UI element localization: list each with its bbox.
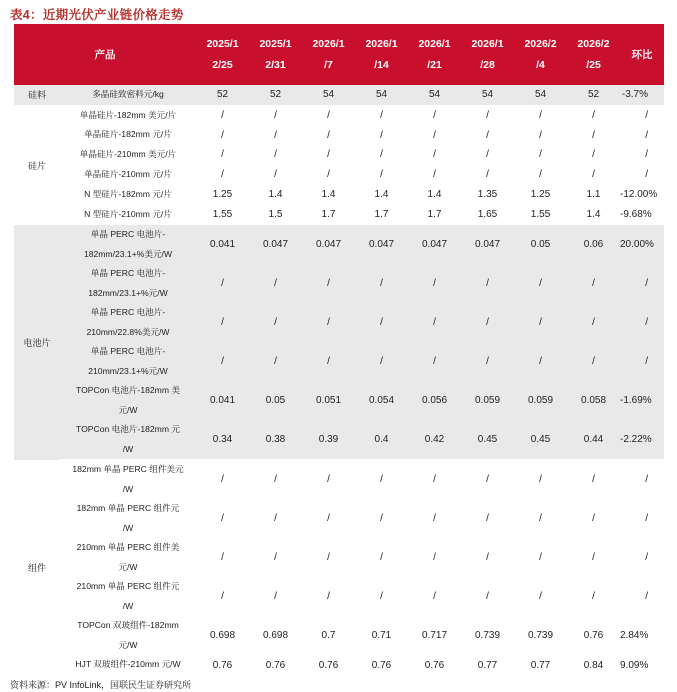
price-cell: 0.77	[514, 655, 567, 675]
price-cell: /	[567, 577, 620, 616]
price-cell: /	[196, 303, 249, 342]
price-cell: /	[461, 145, 514, 165]
price-cell: /	[302, 165, 355, 185]
price-cell: /	[302, 577, 355, 616]
price-cell: /	[461, 264, 514, 303]
price-cell: /	[196, 105, 249, 125]
table-row	[14, 303, 664, 342]
price-cell: 1.25	[514, 185, 567, 205]
price-cell: /	[514, 125, 567, 145]
price-cell: 0.047	[355, 225, 408, 265]
price-cell: 0.041	[196, 381, 249, 420]
price-cell: 0.39	[302, 420, 355, 460]
price-cell: /	[249, 342, 302, 381]
header-date: 2026/2 /25	[567, 25, 620, 85]
price-cell: 0.059	[461, 381, 514, 420]
price-cell: /	[302, 499, 355, 538]
price-cell: 0.698	[249, 616, 302, 655]
price-cell: /	[355, 125, 408, 145]
change-cell: /	[620, 145, 664, 165]
table-row	[14, 125, 664, 145]
header-date: 2026/2 /4	[514, 25, 567, 85]
price-cell: /	[408, 303, 461, 342]
price-cell: /	[196, 342, 249, 381]
price-cell: /	[408, 105, 461, 125]
change-cell: /	[620, 342, 664, 381]
price-cell: /	[514, 145, 567, 165]
table-row	[14, 264, 664, 303]
price-cell: /	[302, 105, 355, 125]
price-cell: 1.4	[249, 185, 302, 205]
price-cell: 1.65	[461, 204, 514, 224]
change-cell: /	[620, 460, 664, 500]
price-cell: /	[196, 145, 249, 165]
price-cell: 0.76	[355, 655, 408, 675]
price-cell: /	[567, 538, 620, 577]
price-cell: /	[461, 165, 514, 185]
item-label: TOPCon 双玻组件-182mm 元/W	[60, 616, 196, 655]
price-cell: /	[302, 125, 355, 145]
group-label: 硅片	[14, 105, 60, 225]
price-cell: /	[355, 342, 408, 381]
price-cell: /	[514, 538, 567, 577]
price-cell: /	[249, 165, 302, 185]
price-cell: /	[567, 125, 620, 145]
item-label: N 型硅片-210mm 元/片	[60, 204, 196, 224]
price-cell: 0.051	[302, 381, 355, 420]
price-cell: 0.05	[249, 381, 302, 420]
price-cell: /	[302, 342, 355, 381]
price-cell: /	[408, 499, 461, 538]
price-cell: 0.84	[567, 655, 620, 675]
price-cell: /	[196, 538, 249, 577]
price-cell: /	[196, 264, 249, 303]
source-note: 资料来源：PV InfoLink，国联民生证券研究所	[10, 680, 192, 690]
price-cell: /	[302, 538, 355, 577]
price-cell: 52	[196, 85, 249, 105]
table-row	[14, 577, 664, 616]
price-cell: 0.06	[567, 225, 620, 265]
price-cell: /	[408, 125, 461, 145]
price-cell: 1.55	[196, 204, 249, 224]
price-cell: 1.5	[249, 204, 302, 224]
price-cell: /	[355, 460, 408, 500]
change-cell: -1.69%	[620, 381, 664, 420]
price-cell: /	[461, 577, 514, 616]
price-cell: /	[302, 264, 355, 303]
price-cell: /	[249, 303, 302, 342]
price-cell: 54	[461, 85, 514, 105]
group-label: 硅料	[14, 85, 60, 105]
price-cell: 0.76	[249, 655, 302, 675]
price-cell: /	[567, 342, 620, 381]
price-cell: 1.35	[461, 185, 514, 205]
price-cell: 54	[302, 85, 355, 105]
price-cell: /	[461, 538, 514, 577]
price-cell: /	[355, 145, 408, 165]
price-cell: 0.76	[408, 655, 461, 675]
price-cell: /	[514, 342, 567, 381]
item-label: 多晶硅致密料元/kg	[60, 85, 196, 105]
price-cell: /	[408, 538, 461, 577]
price-cell: 1.7	[408, 204, 461, 224]
price-cell: 0.76	[302, 655, 355, 675]
price-cell: /	[302, 145, 355, 165]
item-label: 单晶 PERC 电池片- 210mm/22.8%美元/W	[60, 303, 196, 342]
price-cell: /	[196, 499, 249, 538]
header-date: 2025/1 2/25	[196, 25, 249, 85]
price-cell: /	[249, 125, 302, 145]
item-label: 单晶 PERC 电池片- 210mm/23.1+%元/W	[60, 342, 196, 381]
price-cell: 0.42	[408, 420, 461, 460]
price-cell: 1.7	[355, 204, 408, 224]
price-cell: /	[567, 460, 620, 500]
price-cell: 0.047	[249, 225, 302, 265]
price-cell: 1.4	[408, 185, 461, 205]
price-table-container	[14, 25, 664, 676]
price-cell: /	[249, 460, 302, 500]
table-row	[14, 538, 664, 577]
change-cell: -12.00%	[620, 185, 664, 205]
price-cell: 0.44	[567, 420, 620, 460]
price-cell: 52	[567, 85, 620, 105]
price-cell: 1.4	[302, 185, 355, 205]
price-cell: /	[408, 264, 461, 303]
price-cell: /	[249, 538, 302, 577]
price-cell: 0.698	[196, 616, 249, 655]
price-cell: /	[461, 105, 514, 125]
price-cell: /	[567, 165, 620, 185]
change-cell: /	[620, 165, 664, 185]
header-row	[14, 25, 664, 85]
item-label: TOPCon 电池片-182mm 美 元/W	[60, 381, 196, 420]
price-cell: 0.056	[408, 381, 461, 420]
item-label: 210mm 单晶 PERC 组件元 /W	[60, 577, 196, 616]
price-cell: /	[249, 577, 302, 616]
table-row	[14, 460, 664, 500]
price-cell: /	[355, 303, 408, 342]
price-cell: /	[355, 105, 408, 125]
header-date: 2026/1 /21	[408, 25, 461, 85]
price-cell: /	[355, 264, 408, 303]
price-cell: 0.058	[567, 381, 620, 420]
price-cell: /	[408, 145, 461, 165]
price-table	[14, 25, 664, 676]
item-label: 182mm 单晶 PERC 组件元 /W	[60, 499, 196, 538]
price-cell: 0.77	[461, 655, 514, 675]
price-cell: 0.71	[355, 616, 408, 655]
item-label: 210mm 单晶 PERC 组件美 元/W	[60, 538, 196, 577]
price-cell: 0.041	[196, 225, 249, 265]
price-cell: /	[461, 342, 514, 381]
price-cell: /	[196, 577, 249, 616]
table-row	[14, 165, 664, 185]
change-cell: 20.00%	[620, 225, 664, 265]
price-cell: /	[514, 264, 567, 303]
header-date: 2026/1 /7	[302, 25, 355, 85]
item-label: HJT 双玻组件-210mm 元/W	[60, 655, 196, 675]
price-cell: 0.34	[196, 420, 249, 460]
price-cell: 0.717	[408, 616, 461, 655]
change-cell: /	[620, 538, 664, 577]
item-label: 单晶 PERC 电池片- 182mm/23.1+%元/W	[60, 264, 196, 303]
price-cell: /	[567, 303, 620, 342]
price-cell: 0.047	[302, 225, 355, 265]
table-title: 表4：近期光伏产业链价格走势	[10, 8, 184, 22]
price-cell: /	[249, 105, 302, 125]
change-cell: /	[620, 264, 664, 303]
header-date: 2026/1 /14	[355, 25, 408, 85]
change-cell: -9.68%	[620, 204, 664, 224]
table-body	[14, 85, 664, 675]
change-cell: 2.84%	[620, 616, 664, 655]
price-cell: 1.25	[196, 185, 249, 205]
price-cell: /	[196, 460, 249, 500]
change-cell: 9.09%	[620, 655, 664, 675]
price-cell: /	[196, 165, 249, 185]
price-cell: 0.7	[302, 616, 355, 655]
price-cell: 52	[249, 85, 302, 105]
price-cell: /	[567, 264, 620, 303]
change-cell: /	[620, 125, 664, 145]
table-row	[14, 85, 664, 105]
price-cell: /	[408, 460, 461, 500]
change-cell: /	[620, 577, 664, 616]
price-cell: /	[355, 165, 408, 185]
price-cell: 1.55	[514, 204, 567, 224]
price-cell: /	[567, 145, 620, 165]
header-change: 环比	[620, 25, 664, 85]
price-cell: /	[461, 125, 514, 145]
group-label: 组件	[14, 460, 60, 676]
price-cell: /	[355, 538, 408, 577]
price-cell: /	[567, 105, 620, 125]
price-cell: /	[196, 125, 249, 145]
price-cell: 1.7	[302, 204, 355, 224]
price-cell: 0.059	[514, 381, 567, 420]
item-label: 单晶硅片-182mm 美元/片	[60, 105, 196, 125]
price-cell: /	[355, 577, 408, 616]
price-cell: /	[514, 165, 567, 185]
table-row	[14, 145, 664, 165]
table-row	[14, 616, 664, 655]
price-cell: 0.76	[196, 655, 249, 675]
change-cell: -2.22%	[620, 420, 664, 460]
price-cell: /	[408, 342, 461, 381]
item-label: 单晶 PERC 电池片- 182mm/23.1+%美元/W	[60, 225, 196, 265]
price-cell: 0.05	[514, 225, 567, 265]
change-cell: /	[620, 499, 664, 538]
price-cell: 0.38	[249, 420, 302, 460]
price-cell: /	[461, 460, 514, 500]
price-cell: /	[461, 499, 514, 538]
price-cell: 0.047	[461, 225, 514, 265]
price-cell: /	[249, 145, 302, 165]
price-cell: /	[302, 460, 355, 500]
change-cell: /	[620, 105, 664, 125]
header-date: 2026/1 /28	[461, 25, 514, 85]
price-cell: 1.1	[567, 185, 620, 205]
price-cell: 54	[408, 85, 461, 105]
price-cell: 0.45	[461, 420, 514, 460]
price-cell: 0.739	[514, 616, 567, 655]
price-cell: /	[514, 577, 567, 616]
price-cell: 0.739	[461, 616, 514, 655]
price-cell: 1.4	[355, 185, 408, 205]
price-cell: 0.047	[408, 225, 461, 265]
price-cell: 0.4	[355, 420, 408, 460]
item-label: N 型硅片-182mm 元/片	[60, 185, 196, 205]
price-cell: 1.4	[567, 204, 620, 224]
table-row	[14, 420, 664, 460]
price-cell: /	[514, 105, 567, 125]
table-row	[14, 499, 664, 538]
change-cell: -3.7%	[620, 85, 664, 105]
table-row	[14, 381, 664, 420]
item-label: 单晶硅片-210mm 美元/片	[60, 145, 196, 165]
price-cell: 0.054	[355, 381, 408, 420]
item-label: 单晶硅片-210mm 元/片	[60, 165, 196, 185]
price-cell: 0.45	[514, 420, 567, 460]
price-cell: 0.76	[567, 616, 620, 655]
price-cell: /	[302, 303, 355, 342]
header-product: 产品	[14, 25, 196, 85]
change-cell: /	[620, 303, 664, 342]
header-date: 2025/1 2/31	[249, 25, 302, 85]
table-row	[14, 185, 664, 205]
item-label: 182mm 单晶 PERC 组件美元 /W	[60, 460, 196, 500]
price-cell: /	[249, 264, 302, 303]
table-row	[14, 105, 664, 125]
price-cell: 54	[355, 85, 408, 105]
table-row	[14, 204, 664, 224]
price-cell: /	[514, 460, 567, 500]
price-cell: /	[461, 303, 514, 342]
table-row	[14, 342, 664, 381]
price-cell: /	[567, 499, 620, 538]
price-cell: /	[355, 499, 408, 538]
price-cell: /	[514, 303, 567, 342]
price-cell: /	[408, 577, 461, 616]
table-row	[14, 655, 664, 675]
price-cell: /	[514, 499, 567, 538]
table-row	[14, 225, 664, 265]
price-cell: /	[408, 165, 461, 185]
price-cell: /	[249, 499, 302, 538]
price-cell: 54	[514, 85, 567, 105]
item-label: 单晶硅片-182mm 元/片	[60, 125, 196, 145]
item-label: TOPCon 电池片-182mm 元 /W	[60, 420, 196, 460]
group-label: 电池片	[14, 225, 60, 460]
